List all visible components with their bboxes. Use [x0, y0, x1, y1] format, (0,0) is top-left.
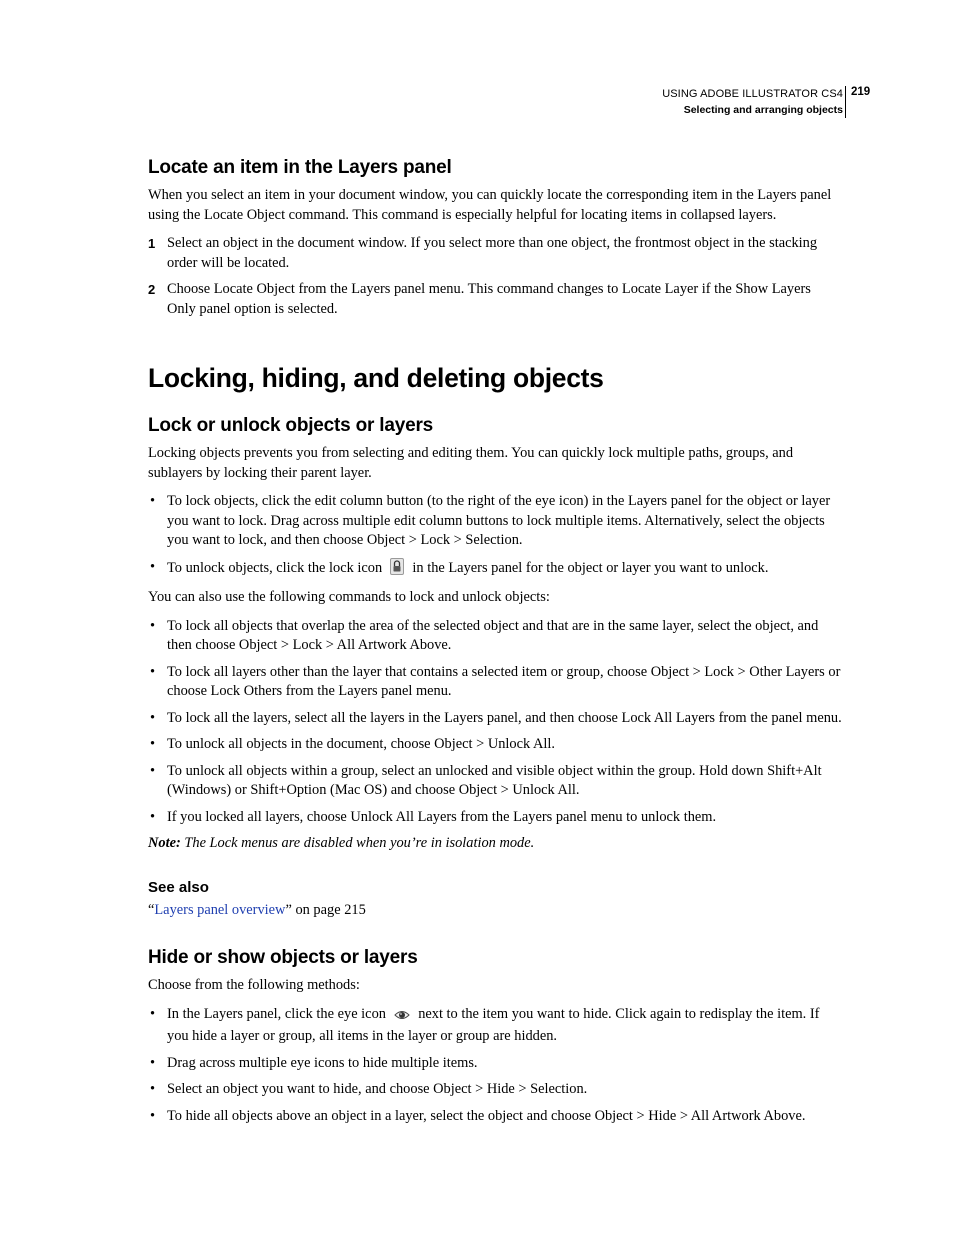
list-item — [148, 735, 843, 755]
list-item-text: Drag across multiple eye icons to hide multiple items. — [167, 1054, 478, 1071]
list-item — [148, 1005, 843, 1047]
list-item-text: To hide all objects above an object in a layer, select the object and choose Object > Hide > All Artwork Above. — [167, 1107, 806, 1124]
list-item — [148, 663, 843, 702]
bullet: • — [150, 493, 156, 509]
list-item-text: To lock objects, click the edit column button (to the right of the eye icon) in the Layers panel for the object or layer you want to lock. Drag across multiple edit column buttons to lock multiple items. Alternatively, select the objects you want to lock, and then choose Object > Lock > Selection. — [167, 493, 831, 548]
see-also-open-quote: “ — [148, 901, 155, 918]
page-number: 219 — [851, 86, 871, 98]
eye-icon — [394, 1008, 410, 1028]
step-text: Choose Locate Object from the Layers panel menu. This command changes to Locate Layer if the Show Layers Only panel option is selected. — [167, 281, 811, 317]
list-item-text: To unlock all objects within a group, select an unlocked and visible object within the group. Hold down Shift+Alt (Windows) or Shift+Option (Mac OS) and choose Object > Unlock All. — [167, 762, 822, 798]
section-heading-lock: Lock or unlock objects or layers — [148, 415, 434, 436]
note — [148, 834, 843, 854]
list-item — [148, 1107, 843, 1127]
running-header — [662, 86, 843, 118]
header-divider — [845, 86, 846, 118]
step-item — [148, 280, 843, 319]
bullet: • — [150, 617, 156, 634]
list-item-text: To lock all layers other than the layer that contains a selected item or group, choose Object > Lock > Other Layers or choose Lock Others from the Layers panel menu. — [167, 663, 841, 699]
lock-bullets-a — [148, 492, 843, 581]
step-number: 2 — [148, 282, 156, 297]
see-also-reference — [148, 901, 843, 921]
running-header-subtitle: Selecting and arranging objects — [683, 104, 843, 116]
list-item-text: To lock all objects that overlap the area of the selected object and that are in the same layer, select the object, and then choose Object > Lock > All Artwork Above. — [167, 617, 819, 653]
list-item-text: Select an object you want to hide, and choose Object > Hide > Selection. — [167, 1081, 588, 1097]
list-item — [148, 558, 843, 582]
note-label: Note: — [148, 835, 181, 851]
bullet: • — [150, 1107, 156, 1124]
bullet: • — [150, 1005, 156, 1022]
hide-intro: Choose from the following methods: — [148, 977, 360, 993]
bullet: • — [150, 736, 156, 752]
bullet: • — [150, 762, 156, 779]
note-text: The Lock menus are disabled when you’re in isolation mode. — [184, 835, 535, 851]
see-also-heading: See also — [148, 878, 209, 896]
list-item — [148, 617, 843, 656]
locate-intro: When you select an item in your document window, you can quickly locate the corresponding item in the Layers panel using the Locate Object command. This command is especially helpful for locating items in collapsed layers. — [148, 187, 832, 223]
list-item — [148, 1080, 843, 1100]
step-item — [148, 234, 843, 273]
list-item-text: In the Layers panel, click the eye icon — [167, 1005, 386, 1022]
lock-commands-intro: You can also use the following commands to lock and unlock objects: — [148, 589, 550, 605]
list-item — [148, 808, 843, 828]
section-heading-locate: Locate an item in the Layers panel — [148, 157, 452, 178]
lock-bullets-b — [148, 617, 843, 828]
bullet: • — [150, 1081, 156, 1097]
bullet: • — [150, 709, 156, 726]
layers-panel-overview-link[interactable]: Layers panel overview — [154, 901, 286, 918]
section-heading-hide: Hide or show objects or layers — [148, 947, 418, 968]
list-item-text: next to the item you want to hide. Click again to redisplay the item. If you hide a layer or group, all items in the layer or group are hidden. — [167, 1005, 820, 1044]
list-item — [148, 492, 843, 551]
running-header-title: USING ADOBE ILLUSTRATOR CS4 — [662, 88, 843, 100]
bullet: • — [150, 663, 156, 680]
list-item-text: To unlock all objects in the document, choose Object > Unlock All. — [167, 736, 555, 752]
see-also-page-ref: ” on page 215 — [285, 901, 366, 918]
step-number: 1 — [148, 236, 156, 251]
chapter-heading: Locking, hiding, and deleting objects — [148, 363, 604, 393]
hide-bullets — [148, 1005, 843, 1127]
list-item — [148, 709, 843, 729]
step-text: Select an object in the document window. If you select more than one object, the frontmost object in the stacking order will be located. — [167, 235, 818, 271]
list-item-text: in the Layers panel for the object or layer you want to unlock. — [412, 559, 769, 576]
list-item — [148, 1054, 843, 1074]
page-content — [148, 156, 843, 1126]
bullet: • — [150, 1054, 156, 1071]
list-item-text: To lock all the layers, select all the layers in the Layers panel, and then choose Lock All Layers from the panel menu. — [167, 709, 842, 726]
lock-icon — [390, 558, 404, 582]
list-item-text: If you locked all layers, choose Unlock All Layers from the Layers panel menu to unlock them. — [167, 808, 717, 825]
list-item-text: To unlock objects, click the lock icon — [167, 559, 383, 576]
bullet: • — [150, 558, 156, 575]
list-item — [148, 762, 843, 801]
lock-intro: Locking objects prevents you from selecting and editing them. You can quickly lock multiple paths, groups, and sublayers by locking their parent layer. — [148, 445, 794, 481]
locate-steps — [148, 234, 843, 319]
bullet: • — [150, 808, 156, 825]
